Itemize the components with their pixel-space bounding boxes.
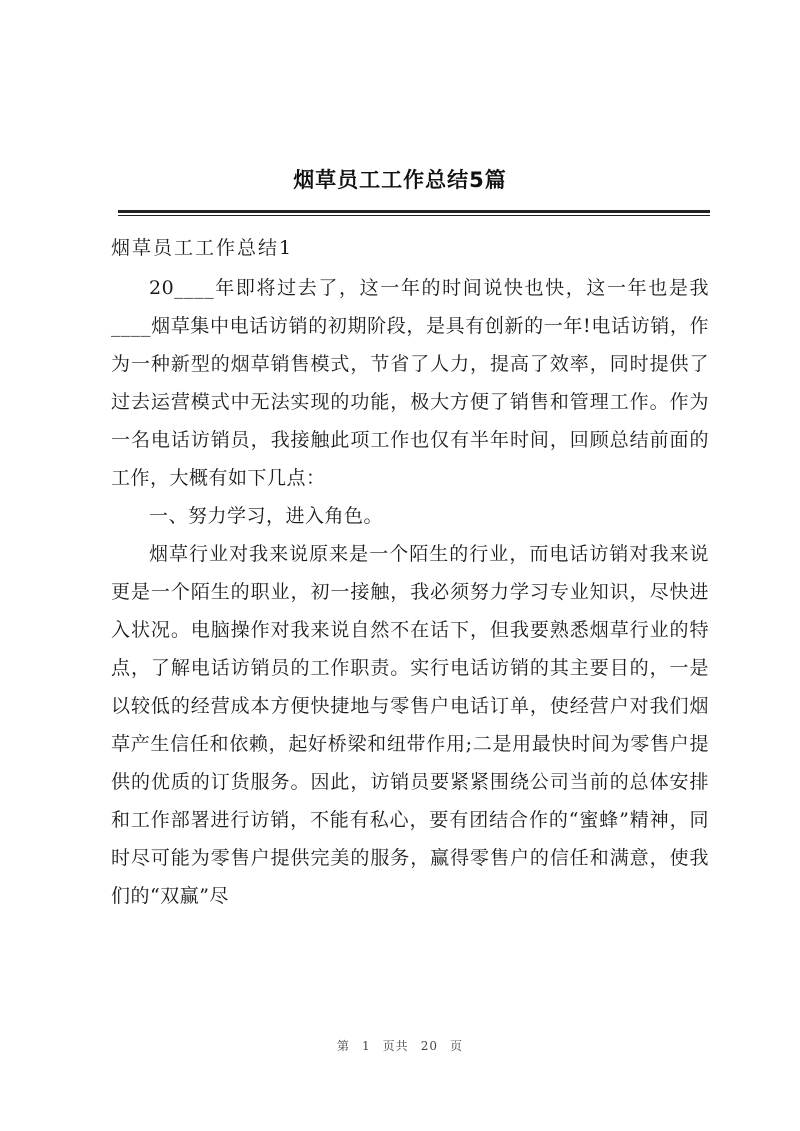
document-body	[111, 269, 709, 915]
paragraph-intro: 20____年即将过去了，这一年的时间说快也快，这一年也是我____烟草集中电话访销的初期阶段，是具有创新的一年!电话访销，作为一种新型的烟草销售模式，节省了人力，提高了效率，同时提供了过去运营模式中无法实现的功能，极大方便了销售和管理工作。作为一名电话访销员，我接触此项工作也仅有半年时间，回顾总结前面的工作，大概有如下几点：	[111, 277, 709, 489]
document-title: 烟草员工工作总结5篇	[293, 168, 507, 192]
paragraph-content: 烟草行业对我来说原来是一个陌生的行业，而电话访销对我来说更是一个陌生的职业，初一接触，我必须努力学习专业知识，尽快进入状况。电脑操作对我来说自然不在话下，但我要熟悉烟草行业的特点，了解电话访销员的工作职责。实行电话访销的其主要目的，一是以较低的经营成本方便快捷地与零售户电话订单，使经营户对我们烟草产生信任和依赖，起好桥梁和纽带作用;二是用最快时间为零售户提供的优质的订货服务。因此，访销员要紧紧围绕公司当前的总体安排和工作部署进行访销，不能有私心，要有团结合作的“蜜蜂”精神，同时尽可能为零售户提供完美的服务，赢得零售户的信任和满意，使我们的“双赢”尽	[111, 543, 709, 907]
title-rule-thin	[118, 215, 710, 216]
section-heading: 烟草员工工作总结1	[111, 237, 294, 259]
footer-total-pages: 20	[420, 1039, 438, 1053]
paragraph-section-heading: 一、努力学习，进入角色。	[149, 505, 384, 527]
title-rule-thick	[118, 210, 710, 213]
footer-page-number: 1	[362, 1039, 371, 1053]
footer-suffix: 页	[449, 1039, 463, 1053]
footer-prefix: 第	[337, 1039, 351, 1053]
page-footer	[0, 1037, 800, 1054]
footer-middle: 页共	[382, 1039, 409, 1053]
